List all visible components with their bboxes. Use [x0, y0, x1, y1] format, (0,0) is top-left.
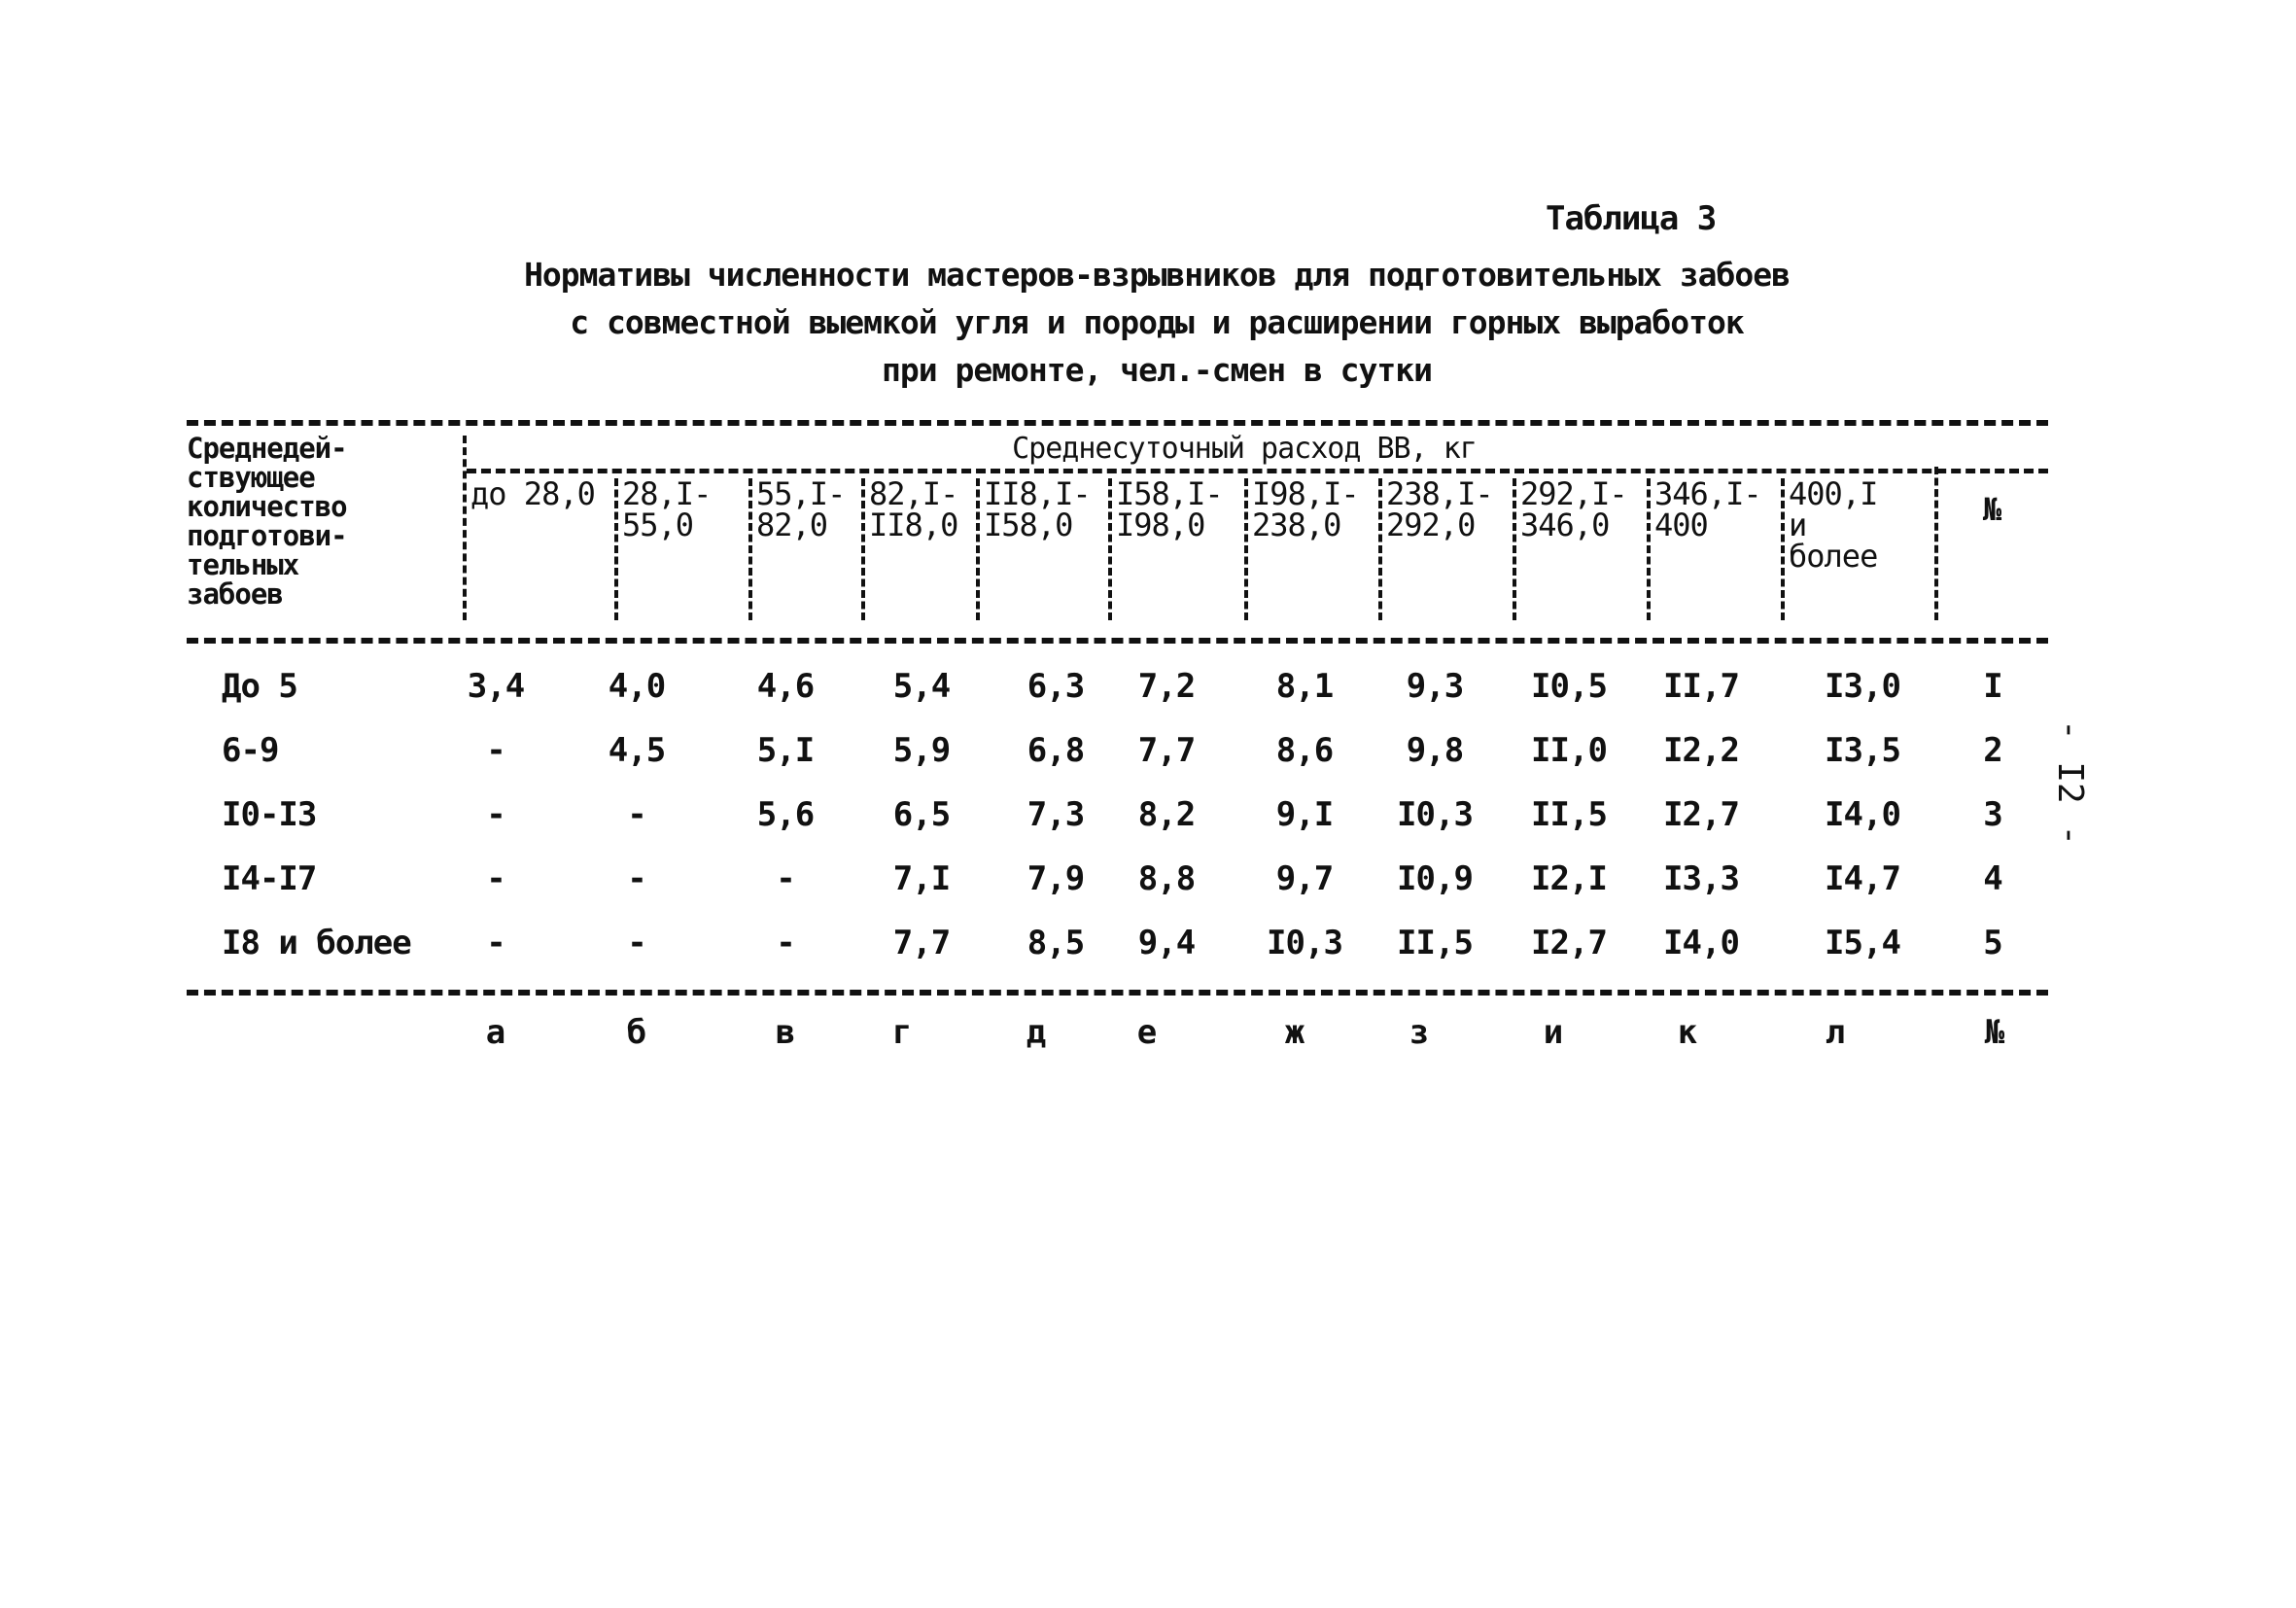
table-cell: I3,5	[1825, 731, 1900, 770]
column-header-line: I98,I-	[1252, 475, 1359, 512]
column-header-line: 292,I-	[1520, 475, 1627, 512]
table-cell: I0,3	[1397, 795, 1473, 834]
table-cell: -	[627, 859, 646, 898]
table-cell: 9,8	[1406, 731, 1464, 770]
column-separator	[1108, 478, 1112, 620]
column-header	[1789, 475, 1878, 575]
column-header-line: 400,I	[1789, 475, 1878, 512]
column-separator	[748, 478, 752, 620]
table-cell: 5,I	[756, 731, 815, 770]
column-letter: д	[1026, 1013, 1047, 1052]
table-cell: 7,3	[1026, 795, 1085, 834]
column-separator	[1244, 478, 1248, 620]
table-cell: 5,6	[756, 795, 815, 834]
column-letter: в	[775, 1013, 796, 1052]
column-header-line: и	[1789, 507, 1807, 543]
column-header-line: 55,I-	[756, 475, 846, 512]
table-cell: I2,7	[1663, 795, 1739, 834]
column-header-line: 28,I-	[622, 475, 712, 512]
row-header-line: количество	[187, 490, 347, 523]
table-cell: 7,7	[1137, 731, 1196, 770]
table-cell: I3,0	[1825, 667, 1900, 706]
column-header-line: более	[1789, 538, 1878, 575]
column-header-line: 346,I-	[1654, 475, 1761, 512]
column-letter: з	[1409, 1013, 1430, 1052]
row-header-line: ствующее	[187, 461, 315, 494]
table-cell: I0,5	[1531, 667, 1607, 706]
column-header-line: 238,I-	[1386, 475, 1493, 512]
table-cell: 3,4	[467, 667, 525, 706]
table-cell: 8,8	[1137, 859, 1196, 898]
column-header-line: II8,0	[869, 507, 958, 543]
column-header-line: II8,I-	[984, 475, 1091, 512]
column-header	[1654, 475, 1761, 543]
table-cell: 4,6	[756, 667, 815, 706]
column-header	[622, 475, 712, 543]
row-header	[187, 434, 439, 609]
column-header-line: 82,0	[756, 507, 828, 543]
column-header-line: I58,I-	[1116, 475, 1223, 512]
table-cell: 4,0	[608, 667, 666, 706]
column-header-line: 292,0	[1386, 507, 1476, 543]
column-separator	[1378, 478, 1382, 620]
table-cell: I0,3	[1267, 924, 1342, 962]
table-cell: I2,2	[1663, 731, 1739, 770]
table-cell: -	[486, 859, 505, 898]
rule-body-bottom	[187, 990, 2048, 996]
column-letter: е	[1136, 1013, 1158, 1052]
table-cell: -	[627, 795, 646, 834]
table-cell: 5,9	[892, 731, 951, 770]
row-number: 2	[1983, 731, 2002, 770]
column-letter: к	[1677, 1013, 1698, 1052]
column-header	[1252, 475, 1359, 543]
column-header	[1520, 475, 1627, 543]
column-header	[470, 475, 595, 512]
table-cell: 9,4	[1137, 924, 1196, 962]
row-label: I8 и более	[222, 924, 411, 962]
row-header-line: забоев	[187, 577, 283, 611]
page-number: - I2 -	[2050, 719, 2090, 847]
table-cell: 7,7	[892, 924, 951, 962]
letters-number-label: №	[1984, 1013, 2005, 1052]
table-cell: 8,2	[1137, 795, 1196, 834]
row-label: I0-I3	[222, 795, 317, 834]
number-column-header: №	[1983, 491, 2002, 528]
column-header-line: 400	[1654, 507, 1708, 543]
column-letter: б	[626, 1013, 647, 1052]
table-cell: 6,8	[1026, 731, 1085, 770]
column-header-line: 55,0	[622, 507, 694, 543]
title-line: с совместной выемкой угля и породы и расширении горных выработок	[570, 303, 1744, 341]
row-number: 3	[1983, 795, 2002, 834]
table-cell: I2,7	[1531, 924, 1607, 962]
table-cell: 9,I	[1275, 795, 1334, 834]
column-header-line: 346,0	[1520, 507, 1610, 543]
rule-top	[187, 420, 2048, 426]
table-cell: I4,7	[1825, 859, 1900, 898]
column-header	[984, 475, 1091, 543]
table-cell: II,5	[1531, 795, 1607, 834]
column-letter: г	[891, 1013, 913, 1052]
table-cell: -	[486, 924, 505, 962]
column-header-line: до 28,0	[470, 475, 595, 512]
title-line: при ремонте, чел.-смен в сутки	[881, 351, 1433, 389]
table-cell: I5,4	[1825, 924, 1900, 962]
column-header-line: 82,I-	[869, 475, 958, 512]
table-cell: 9,7	[1275, 859, 1334, 898]
column-header-line: I98,0	[1116, 507, 1205, 543]
rule-header-bottom	[187, 638, 2048, 644]
row-label: До 5	[222, 667, 297, 706]
table-cell: I2,I	[1531, 859, 1607, 898]
table-cell: 7,2	[1137, 667, 1196, 706]
table-cell: I4,0	[1825, 795, 1900, 834]
row-header-line: тельных	[187, 548, 299, 581]
column-header	[1386, 475, 1493, 543]
column-header-line: I58,0	[984, 507, 1073, 543]
column-separator	[861, 478, 865, 620]
table-cell: 8,5	[1026, 924, 1085, 962]
table-cell: -	[627, 924, 646, 962]
column-header	[756, 475, 846, 543]
table-cell: II,7	[1663, 667, 1739, 706]
title-line: Нормативы численности мастеров-взрывников для подготовительных забоев	[524, 256, 1790, 294]
column-separator	[1647, 478, 1651, 620]
table-cell: 6,5	[892, 795, 951, 834]
table-cell: 8,1	[1275, 667, 1334, 706]
column-separator	[976, 478, 980, 620]
row-number: 5	[1983, 924, 2002, 962]
rule-group	[467, 469, 2048, 473]
table-cell: 7,9	[1026, 859, 1085, 898]
table-cell: II,5	[1397, 924, 1473, 962]
column-header	[869, 475, 958, 543]
table-cell: -	[776, 859, 795, 898]
column-separator	[1781, 478, 1785, 620]
table-cell: -	[776, 924, 795, 962]
column-letter: ж	[1284, 1013, 1305, 1052]
column-separator	[614, 478, 618, 620]
table-cell: -	[486, 795, 505, 834]
table-cell: 5,4	[892, 667, 951, 706]
group-header: Среднесуточный расход ВВ, кг	[1012, 432, 1477, 466]
table-label: Таблица 3	[1546, 199, 1717, 238]
column-letter: л	[1825, 1013, 1846, 1052]
table-cell: 8,6	[1275, 731, 1334, 770]
row-header-line: подготови-	[187, 519, 347, 552]
table-title	[408, 251, 1905, 394]
table-cell: 4,5	[608, 731, 666, 770]
table-cell: 6,3	[1026, 667, 1085, 706]
column-separator	[1934, 467, 1938, 620]
table-cell: -	[486, 731, 505, 770]
table-cell: I0,9	[1397, 859, 1473, 898]
table-cell: 9,3	[1406, 667, 1464, 706]
table-cell: I4,0	[1663, 924, 1739, 962]
row-number: I	[1983, 667, 2002, 706]
row-header-line: Среднедей-	[187, 432, 347, 465]
table-cell: II,0	[1531, 731, 1607, 770]
column-header	[1116, 475, 1223, 543]
row-number: 4	[1983, 859, 2002, 898]
table-cell: 7,I	[892, 859, 951, 898]
row-label: 6-9	[222, 731, 279, 770]
column-header-line: 238,0	[1252, 507, 1341, 543]
column-letter: а	[485, 1013, 506, 1052]
column-letter: и	[1543, 1013, 1564, 1052]
row-label: I4-I7	[222, 859, 317, 898]
table-cell: I3,3	[1663, 859, 1739, 898]
column-separator	[1513, 478, 1516, 620]
